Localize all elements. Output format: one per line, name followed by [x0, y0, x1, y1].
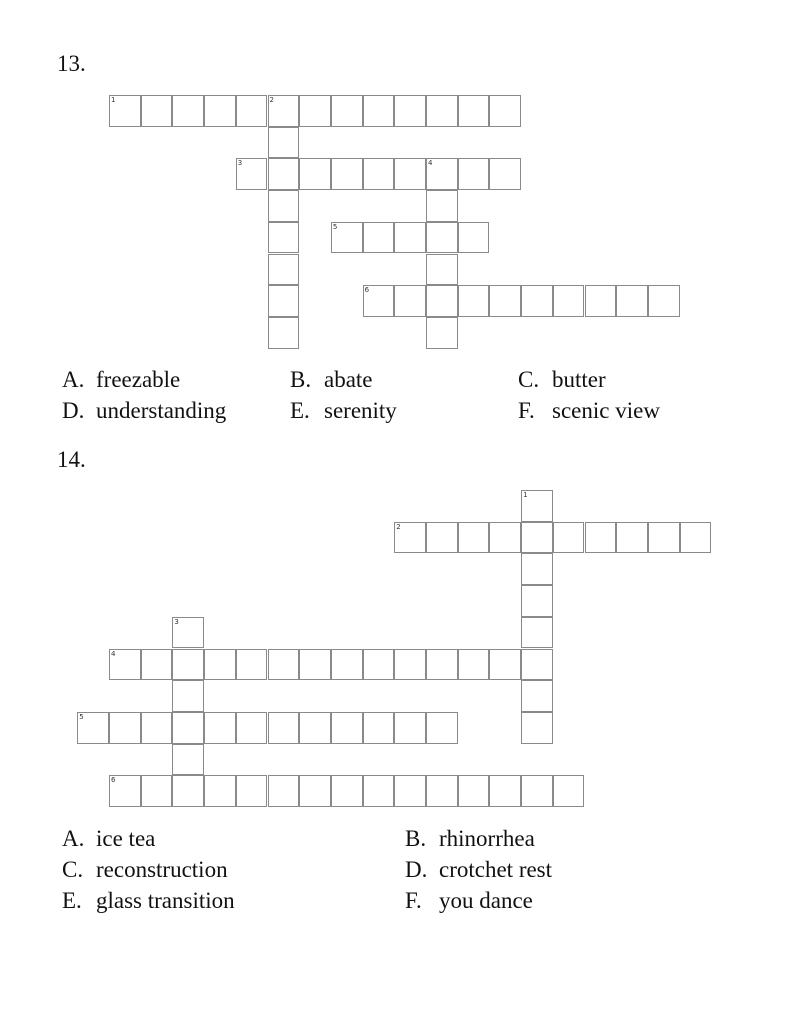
- crossword-cell[interactable]: [268, 254, 300, 286]
- option-letter: C.: [518, 367, 540, 392]
- option-text: rhinorrhea: [439, 826, 535, 851]
- option-letter: D.: [405, 857, 428, 882]
- crossword-cell[interactable]: [172, 649, 204, 681]
- crossword-cell[interactable]: [394, 649, 426, 681]
- clue-number: 1: [111, 96, 116, 104]
- clue-number: 4: [111, 649, 116, 658]
- crossword-cell[interactable]: [109, 712, 141, 744]
- crossword-cell[interactable]: [268, 190, 300, 222]
- crossword-cell[interactable]: [426, 712, 458, 744]
- option-text: butter: [552, 367, 606, 392]
- option-letter: E.: [62, 888, 82, 913]
- crossword-cell[interactable]: [521, 680, 553, 712]
- crossword-cell[interactable]: [299, 95, 331, 127]
- puzzle-14-option-c: [62, 858, 228, 881]
- crossword-cell[interactable]: [426, 285, 458, 317]
- option-text: scenic view: [552, 398, 660, 423]
- crossword-cell[interactable]: [585, 285, 617, 317]
- crossword-cell[interactable]: [363, 222, 395, 254]
- crossword-cell[interactable]: [172, 95, 204, 127]
- crossword-cell[interactable]: [394, 222, 426, 254]
- crossword-cell[interactable]: [553, 522, 585, 554]
- crossword-cell[interactable]: [426, 317, 458, 349]
- crossword-cell[interactable]: [236, 775, 268, 807]
- option-text: freezable: [96, 367, 181, 392]
- puzzle-14-option-b: [405, 827, 535, 850]
- crossword-cell[interactable]: [458, 285, 490, 317]
- crossword-cell[interactable]: [172, 712, 204, 744]
- crossword-cell[interactable]: [331, 158, 363, 190]
- crossword-cell[interactable]: [458, 775, 490, 807]
- crossword-cell[interactable]: [268, 712, 300, 744]
- crossword-cell[interactable]: [141, 95, 173, 127]
- option-letter: F.: [518, 398, 535, 423]
- crossword-cell[interactable]: [426, 775, 458, 807]
- crossword-cell[interactable]: [394, 158, 426, 190]
- crossword-cell[interactable]: [458, 649, 490, 681]
- crossword-cell[interactable]: [489, 775, 521, 807]
- crossword-cell[interactable]: [426, 522, 458, 554]
- crossword-cell[interactable]: [363, 775, 395, 807]
- crossword-cell[interactable]: [363, 649, 395, 681]
- crossword-cell[interactable]: [616, 522, 648, 554]
- crossword-cell[interactable]: [521, 775, 553, 807]
- crossword-cell[interactable]: [204, 649, 236, 681]
- crossword-cell[interactable]: [299, 775, 331, 807]
- crossword-cell[interactable]: [458, 222, 490, 254]
- clue-number: 6: [364, 286, 370, 295]
- crossword-cell[interactable]: [394, 95, 426, 127]
- option-letter: A.: [62, 367, 85, 392]
- crossword-cell[interactable]: [553, 285, 585, 317]
- crossword-cell[interactable]: [458, 95, 490, 127]
- puzzle-13-option-c: [518, 368, 606, 391]
- option-letter: A.: [62, 826, 85, 851]
- crossword-cell[interactable]: [616, 285, 648, 317]
- option-letter: D.: [62, 398, 85, 423]
- crossword-cell[interactable]: [648, 522, 680, 554]
- crossword-cell[interactable]: [268, 222, 300, 254]
- puzzle-13-number: 13.: [57, 51, 86, 76]
- crossword-cell[interactable]: [458, 158, 490, 190]
- option-letter: B.: [290, 367, 312, 392]
- crossword-cell[interactable]: [489, 158, 521, 190]
- puzzle-13-option-a: [62, 368, 180, 391]
- crossword-cell[interactable]: [172, 744, 204, 776]
- option-text: you dance: [439, 888, 533, 913]
- puzzle-14-option-d: [405, 858, 552, 881]
- clue-number: 2: [269, 96, 274, 104]
- crossword-cell[interactable]: [553, 775, 585, 807]
- crossword-cell[interactable]: [268, 127, 300, 159]
- option-text: serenity: [324, 398, 397, 423]
- option-letter: F.: [405, 888, 422, 913]
- clue-number: 2: [396, 522, 401, 531]
- crossword-cell[interactable]: [236, 649, 268, 681]
- clue-number: 4: [428, 159, 433, 168]
- puzzle-13-option-b: [290, 368, 373, 391]
- option-text: glass transition: [96, 888, 235, 913]
- puzzle-14-number: 14.: [57, 447, 86, 472]
- option-text: reconstruction: [96, 857, 228, 882]
- crossword-cell[interactable]: [458, 522, 490, 554]
- puzzle-13-option-d: [62, 399, 226, 422]
- puzzle-14-option-a: [62, 827, 155, 850]
- crossword-cell[interactable]: [268, 649, 300, 681]
- crossword-cell[interactable]: [426, 254, 458, 286]
- crossword-cell[interactable]: [299, 649, 331, 681]
- puzzle-14-option-e: [62, 889, 235, 912]
- option-text: ice tea: [96, 826, 156, 851]
- crossword-cell[interactable]: [141, 712, 173, 744]
- crossword-cell[interactable]: [521, 285, 553, 317]
- crossword-cell[interactable]: [268, 775, 300, 807]
- clue-number: 3: [174, 617, 179, 626]
- crossword-cell[interactable]: [489, 522, 521, 554]
- crossword-cell[interactable]: [521, 712, 553, 744]
- option-letter: E.: [290, 398, 310, 423]
- crossword-cell[interactable]: [521, 617, 553, 649]
- crossword-cell[interactable]: [521, 649, 553, 681]
- crossword-cell[interactable]: [236, 712, 268, 744]
- clue-number: 1: [523, 491, 528, 499]
- crossword-cell[interactable]: [204, 775, 236, 807]
- crossword-cell[interactable]: [268, 317, 300, 349]
- crossword-cell[interactable]: [172, 680, 204, 712]
- crossword-cell[interactable]: [521, 553, 553, 585]
- crossword-cell[interactable]: [141, 775, 173, 807]
- clue-number: 3: [237, 159, 243, 168]
- crossword-cell[interactable]: [394, 712, 426, 744]
- crossword-cell[interactable]: [172, 775, 204, 807]
- option-letter: B.: [405, 826, 427, 851]
- crossword-cell[interactable]: [268, 158, 300, 190]
- crossword-cell[interactable]: [489, 285, 521, 317]
- crossword-cell[interactable]: [521, 522, 553, 554]
- crossword-cell[interactable]: [331, 649, 363, 681]
- crossword-cell[interactable]: [331, 775, 363, 807]
- crossword-cell[interactable]: [489, 649, 521, 681]
- crossword-cell[interactable]: [204, 95, 236, 127]
- crossword-cell[interactable]: [426, 649, 458, 681]
- clue-number: 5: [79, 712, 84, 721]
- crossword-cell[interactable]: [236, 95, 268, 127]
- crossword-cell[interactable]: [299, 712, 331, 744]
- crossword-cell[interactable]: [331, 95, 363, 127]
- crossword-cell[interactable]: [394, 285, 426, 317]
- crossword-cell[interactable]: [648, 285, 680, 317]
- clue-number: 5: [332, 222, 338, 231]
- option-text: abate: [324, 367, 373, 392]
- crossword-cell[interactable]: [299, 158, 331, 190]
- crossword-cell[interactable]: [394, 775, 426, 807]
- crossword-cell[interactable]: [204, 712, 236, 744]
- puzzle-13-option-f: [518, 399, 660, 422]
- crossword-cell[interactable]: [426, 190, 458, 222]
- crossword-cell[interactable]: [489, 95, 521, 127]
- crossword-cell[interactable]: [363, 158, 395, 190]
- crossword-cell[interactable]: [680, 522, 712, 554]
- crossword-cell[interactable]: [363, 95, 395, 127]
- option-text: understanding: [96, 398, 227, 423]
- crossword-cell[interactable]: [268, 285, 300, 317]
- crossword-cell[interactable]: [426, 95, 458, 127]
- crossword-cell[interactable]: [426, 222, 458, 254]
- crossword-cell[interactable]: [331, 712, 363, 744]
- crossword-cell[interactable]: [521, 585, 553, 617]
- option-letter: C.: [62, 857, 84, 882]
- option-text: crotchet rest: [439, 857, 553, 882]
- puzzle-13-option-e: [290, 399, 397, 422]
- clue-number: 6: [111, 776, 116, 785]
- crossword-cell[interactable]: [585, 522, 617, 554]
- crossword-cell[interactable]: [141, 649, 173, 681]
- crossword-cell[interactable]: [363, 712, 395, 744]
- puzzle-14-option-f: [405, 889, 533, 912]
